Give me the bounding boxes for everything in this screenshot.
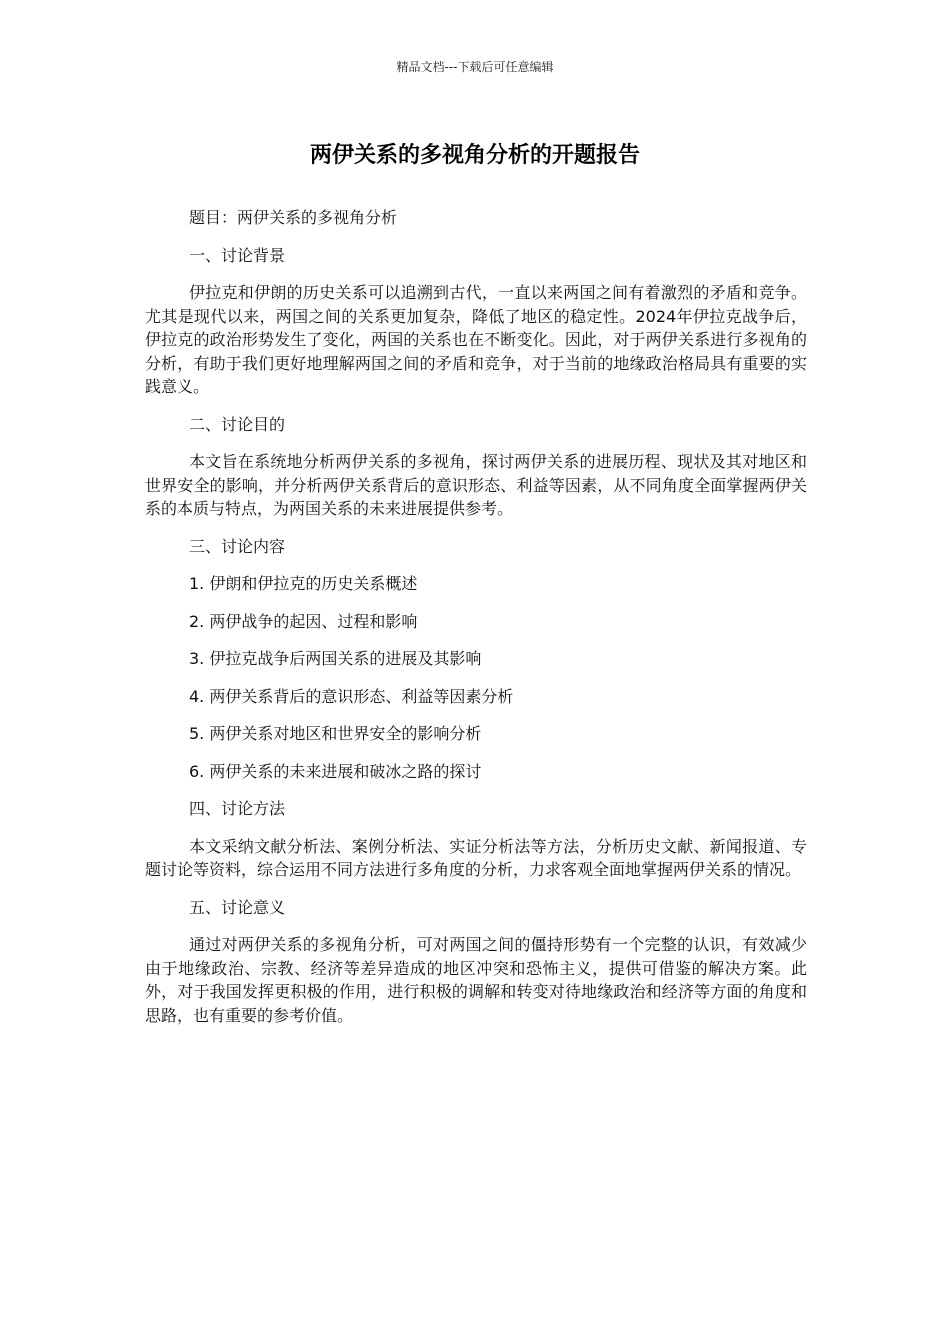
topic-line: 题目：两伊关系的多视角分析 [189,208,398,227]
content-list-item: 4. 两伊关系背后的意识形态、利益等因素分析 [189,686,514,706]
significance-paragraph: 通过对两伊关系的多视角分析，可对两国之间的僵持形势有一个完整的认识，有效减少由于地缘政治、宗教、经济等差异造成的地区冲突和恐怖主义，提供可借鉴的解决方案。此外，对于我国发挥更积极的作用，进行积极的调解和转变对待地缘政治和经济等方面的角度和思路，也有重要的参考价值。 [145,935,807,1025]
document-title: 两伊关系的多视角分析的开题报告 [309,143,640,168]
purpose-paragraph: 本文旨在系统地分析两伊关系的多视角，探讨两伊关系的进展历程、现状及其对地区和世界安全的影响，并分析两伊关系背后的意识形态、利益等因素，从不同角度全面掌握两伊关系的本质与特点，为两国关系的未来进展提供参考。 [145,452,807,518]
section-heading-background: 一、讨论背景 [189,245,286,265]
content-list-item: 6. 两伊关系的未来进展和破冰之路的探讨 [189,761,482,781]
content-list-item: 3. 伊拉克战争后两国关系的进展及其影响 [189,649,482,668]
document-body [145,206,807,1041]
background-paragraph: 伊拉克和伊朗的历史关系可以追溯到古代，一直以来两国之间有着激烈的矛盾和竞争。尤其是现代以来，两国之间的关系更加复杂，降低了地区的稳定性。2024年伊拉克战争后，伊拉克的政治形势发生了变化，两国的关系也在不断变化。因此，对于两伊关系进行多视角的分析，有助于我们更好地理解两国之间的矛盾和竞争，对于当前的地缘政治格局具有重要的实践意义。 [145,283,807,396]
method-paragraph: 本文采纳文献分析法、案例分析法、实证分析法等方法，分析历史文献、新闻报道、专题讨论等资料，综合运用不同方法进行多角度的分析，力求客观全面地掌握两伊关系的情况。 [145,836,807,879]
section-heading-purpose: 二、讨论目的 [189,414,286,434]
content-list-item: 1. 伊朗和伊拉克的历史关系概述 [189,574,418,593]
header-note: 精品文档---下载后可任意编辑 [396,60,554,74]
content-list-item: 5. 两伊关系对地区和世界安全的影响分析 [189,724,482,743]
section-heading-method: 四、讨论方法 [189,799,286,818]
section-heading-significance: 五、讨论意义 [189,897,286,917]
content-list-item: 2. 两伊战争的起因、过程和影响 [189,611,418,631]
section-heading-content: 三、讨论内容 [189,536,286,556]
